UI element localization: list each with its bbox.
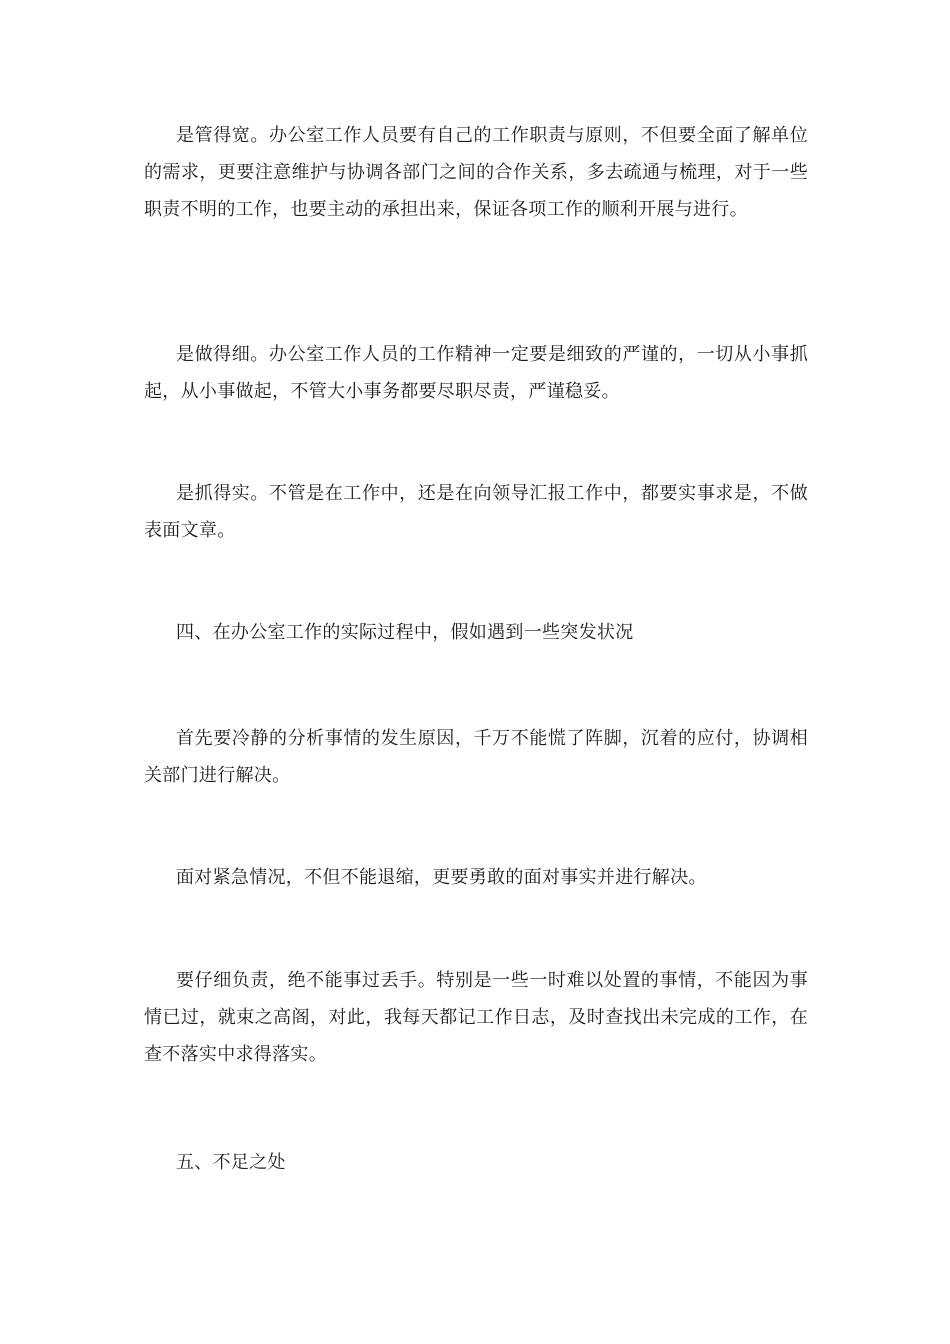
paragraph-grasp-solidly: 是抓得实。不管是在工作中，还是在向领导汇报工作中，都要实事求是，不做表面文章。: [144, 483, 808, 541]
paragraph-manage-broadly: 是管得宽。办公室工作人员要有自己的工作职责与原则，不但要全面了解单位的需求，更要注意维护与协调各部门之间的合作关系，多去疏通与梳理，对于一些职责不明的工作，也要主动的承担出来，保证各项工作的顺利开展与进行。: [144, 125, 808, 220]
paragraph-analyze-calmly: 首先要冷静的分析事情的发生原因，千万不能慌了阵脚，沉着的应付，协调相关部门进行解决。: [144, 728, 808, 786]
section-heading-five: 五、不足之处: [176, 1152, 286, 1173]
paragraph-emergency: 面对紧急情况，不但不能退缩，更要勇敢的面对事实并进行解决。: [176, 867, 707, 888]
paragraph-work-carefully: 是做得细。办公室工作人员的工作精神一定要是细致的严谨的，一切从小事抓起，从小事做起，不管大小事务都要尽职尽责，严谨稳妥。: [144, 344, 808, 402]
paragraph-responsible: 要仔细负责，绝不能事过丢手。特别是一些一时难以处置的事情，不能因为事情已过，就束之高阁，对此，我每天都记工作日志，及时查找出未完成的工作，在查不落实中求得落实。: [144, 970, 808, 1065]
section-heading-four: 四、在办公室工作的实际过程中，假如遇到一些突发状况: [176, 622, 634, 643]
